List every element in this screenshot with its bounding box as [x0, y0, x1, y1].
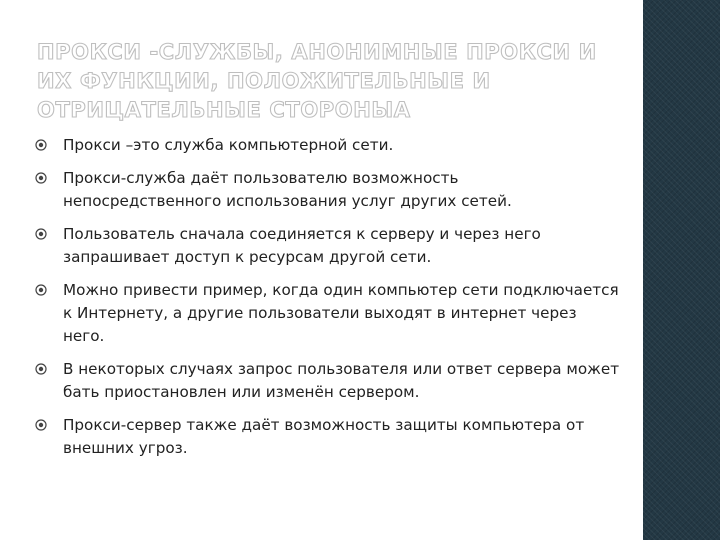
- bullet-item: [35, 358, 620, 404]
- bullet-text: Прокси-служба даёт пользователю возможность непосредственного использования услуг других сетей.: [63, 169, 512, 210]
- bullet-list: [35, 134, 620, 460]
- decorative-sidebar: [643, 0, 720, 540]
- bullet-text: Можно привести пример, когда один компьютер сети подключается к Интернету, а другие пользователи выходят в интернет через него.: [63, 281, 619, 345]
- target-circle-icon: [35, 139, 47, 151]
- target-circle-icon: [35, 419, 47, 431]
- target-circle-icon: [35, 172, 47, 184]
- slide-title: ПРОКСИ -СЛУЖБЫ, АНОНИМНЫЕ ПРОКСИ И ИХ ФУНКЦИИ, ПОЛОЖИТЕЛЬНЫЕ И ОТРИЦАТЕЛЬНЫЕ СТОРОНЫА: [37, 40, 597, 122]
- bullet-item: [35, 167, 620, 213]
- bullet-item: [35, 279, 620, 348]
- bullet-item: [35, 223, 620, 269]
- bullet-item: [35, 134, 620, 157]
- bullet-text: В некоторых случаях запрос пользователя или ответ сервера может бать приостановлен или изменён сервером.: [63, 360, 620, 401]
- bullet-text: Прокси –это служба компьютерной сети.: [63, 136, 394, 154]
- target-circle-icon: [35, 284, 47, 296]
- bullet-text: Пользователь сначала соединяется к серверу и через него запрашивает доступ к ресурсам другой сети.: [63, 225, 541, 266]
- bullet-text: Прокси-сервер также даёт возможность защиты компьютера от внешних угроз.: [63, 416, 585, 457]
- target-circle-icon: [35, 228, 47, 240]
- target-circle-icon: [35, 363, 47, 375]
- bullet-item: [35, 414, 620, 460]
